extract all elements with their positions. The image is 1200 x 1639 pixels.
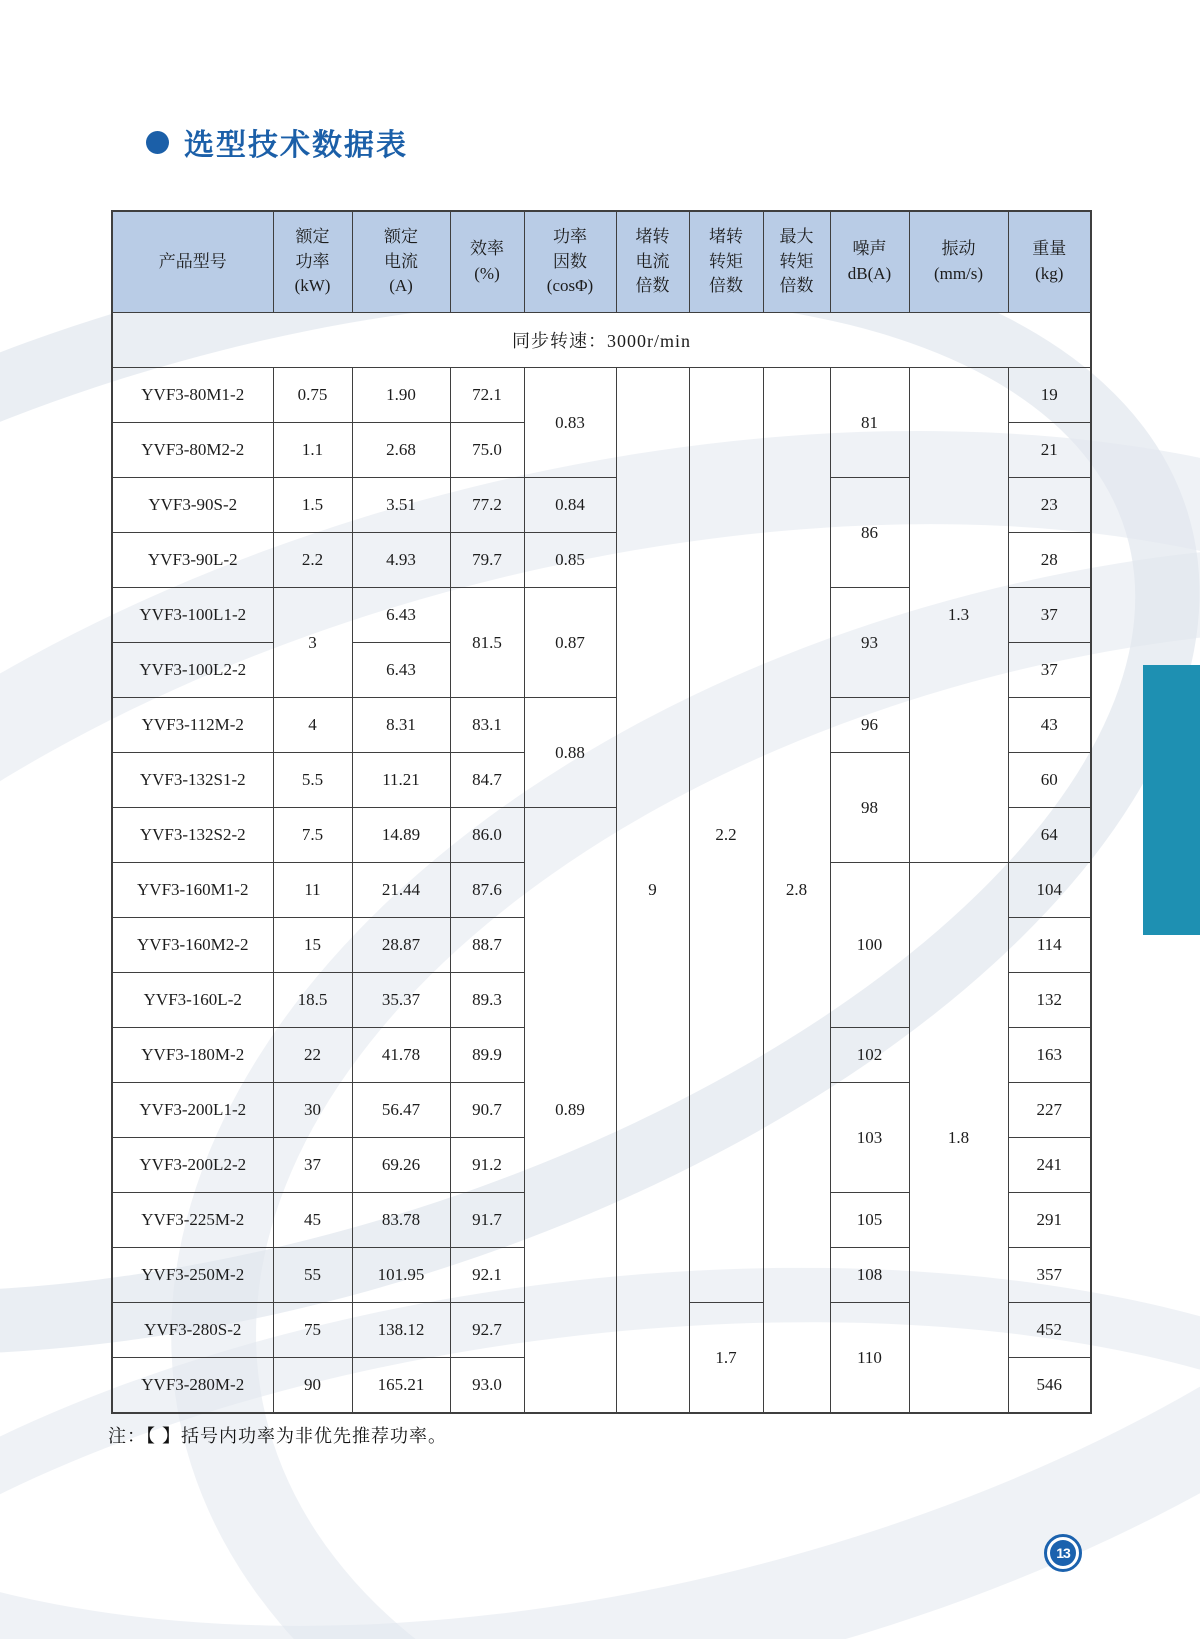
value-cell: 165.21	[352, 1358, 450, 1414]
value-cell: 21	[1008, 423, 1091, 478]
value-cell: 241	[1008, 1138, 1091, 1193]
model-cell: YVF3-132S2-2	[112, 808, 273, 863]
column-header: 额定 功率 (kW)	[273, 211, 352, 313]
value-cell: 91.2	[450, 1138, 524, 1193]
value-cell: 91.7	[450, 1193, 524, 1248]
value-cell: 96	[830, 698, 909, 753]
value-cell: 22	[273, 1028, 352, 1083]
value-cell: 0.75	[273, 368, 352, 423]
value-cell: 89.3	[450, 973, 524, 1028]
value-cell: 110	[830, 1303, 909, 1414]
model-cell: YVF3-200L2-2	[112, 1138, 273, 1193]
value-cell: 21.44	[352, 863, 450, 918]
value-cell: 163	[1008, 1028, 1091, 1083]
value-cell: 7.5	[273, 808, 352, 863]
value-cell: 1.7	[689, 1303, 763, 1414]
value-cell: 2.2	[273, 533, 352, 588]
value-cell: 0.85	[524, 533, 616, 588]
value-cell: 87.6	[450, 863, 524, 918]
page-number: 13	[1056, 1545, 1070, 1561]
section-title	[146, 124, 408, 160]
value-cell: 6.43	[352, 643, 450, 698]
value-cell: 1.8	[909, 863, 1008, 1414]
page-title: 选型技术数据表	[184, 129, 408, 162]
value-cell: 81.5	[450, 588, 524, 698]
value-cell: 86.0	[450, 808, 524, 863]
value-cell: 1.3	[909, 368, 1008, 863]
model-cell: YVF3-90S-2	[112, 478, 273, 533]
value-cell: 89.9	[450, 1028, 524, 1083]
value-cell: 0.84	[524, 478, 616, 533]
value-cell: 35.37	[352, 973, 450, 1028]
value-cell: 1.1	[273, 423, 352, 478]
speed-row	[112, 313, 1091, 368]
value-cell: 2.8	[763, 368, 830, 1414]
value-cell: 69.26	[352, 1138, 450, 1193]
value-cell: 102	[830, 1028, 909, 1083]
page-number-inner-circle	[1050, 1540, 1076, 1566]
model-cell: YVF3-112M-2	[112, 698, 273, 753]
value-cell: 4.93	[352, 533, 450, 588]
column-header: 额定 电流 (A)	[352, 211, 450, 313]
value-cell: 104	[1008, 863, 1091, 918]
value-cell: 88.7	[450, 918, 524, 973]
model-cell: YVF3-200L1-2	[112, 1083, 273, 1138]
value-cell: 546	[1008, 1358, 1091, 1414]
value-cell: 90.7	[450, 1083, 524, 1138]
value-cell: 28.87	[352, 918, 450, 973]
model-cell: YVF3-225M-2	[112, 1193, 273, 1248]
value-cell: 11	[273, 863, 352, 918]
value-cell: 77.2	[450, 478, 524, 533]
value-cell: 75.0	[450, 423, 524, 478]
page-number-badge	[1044, 1534, 1082, 1572]
value-cell: 0.87	[524, 588, 616, 698]
column-header: 振动 (mm/s)	[909, 211, 1008, 313]
value-cell: 132	[1008, 973, 1091, 1028]
column-header: 最大 转矩 倍数	[763, 211, 830, 313]
footnote: 注：【 】括号内功率为非优先推荐功率。	[108, 1426, 447, 1446]
value-cell: 3.51	[352, 478, 450, 533]
value-cell: 291	[1008, 1193, 1091, 1248]
model-cell: YVF3-280S-2	[112, 1303, 273, 1358]
value-cell: 227	[1008, 1083, 1091, 1138]
column-header: 噪声 dB(A)	[830, 211, 909, 313]
value-cell: 56.47	[352, 1083, 450, 1138]
model-cell: YVF3-80M1-2	[112, 368, 273, 423]
value-cell: 86	[830, 478, 909, 588]
value-cell: 37	[1008, 588, 1091, 643]
value-cell: 79.7	[450, 533, 524, 588]
value-cell: 101.95	[352, 1248, 450, 1303]
value-cell: 1.90	[352, 368, 450, 423]
value-cell: 41.78	[352, 1028, 450, 1083]
value-cell: 45	[273, 1193, 352, 1248]
value-cell: 357	[1008, 1248, 1091, 1303]
model-cell: YVF3-90L-2	[112, 533, 273, 588]
column-header: 堵转 转矩 倍数	[689, 211, 763, 313]
value-cell: 114	[1008, 918, 1091, 973]
value-cell: 4	[273, 698, 352, 753]
value-cell: 6.43	[352, 588, 450, 643]
value-cell: 37	[1008, 643, 1091, 698]
value-cell: 64	[1008, 808, 1091, 863]
value-cell: 60	[1008, 753, 1091, 808]
value-cell: 81	[830, 368, 909, 478]
model-cell: YVF3-132S1-2	[112, 753, 273, 808]
value-cell: 75	[273, 1303, 352, 1358]
value-cell: 3	[273, 588, 352, 698]
value-cell: 30	[273, 1083, 352, 1138]
value-cell: 0.89	[524, 808, 616, 1414]
value-cell: 18.5	[273, 973, 352, 1028]
model-cell: YVF3-280M-2	[112, 1358, 273, 1414]
value-cell: 84.7	[450, 753, 524, 808]
value-cell: 14.89	[352, 808, 450, 863]
bullet-icon	[146, 131, 169, 154]
value-cell: 92.1	[450, 1248, 524, 1303]
value-cell: 83.78	[352, 1193, 450, 1248]
value-cell: 2.2	[689, 368, 763, 1303]
value-cell: 83.1	[450, 698, 524, 753]
column-header: 功率 因数 (cosΦ)	[524, 211, 616, 313]
value-cell: 98	[830, 753, 909, 863]
value-cell: 15	[273, 918, 352, 973]
value-cell: 9	[616, 368, 689, 1414]
value-cell: 28	[1008, 533, 1091, 588]
value-cell: 11.21	[352, 753, 450, 808]
value-cell: 105	[830, 1193, 909, 1248]
selection-data-table	[111, 210, 1092, 1414]
value-cell: 2.68	[352, 423, 450, 478]
sync-speed-cell: 同步转速：3000r/min	[112, 313, 1091, 368]
value-cell: 19	[1008, 368, 1091, 423]
value-cell: 93	[830, 588, 909, 698]
model-cell: YVF3-250M-2	[112, 1248, 273, 1303]
value-cell: 8.31	[352, 698, 450, 753]
column-header: 效率 (%)	[450, 211, 524, 313]
table-header-row	[112, 211, 1091, 313]
value-cell: 72.1	[450, 368, 524, 423]
value-cell: 37	[273, 1138, 352, 1193]
value-cell: 108	[830, 1248, 909, 1303]
value-cell: 0.88	[524, 698, 616, 808]
model-cell: YVF3-100L2-2	[112, 643, 273, 698]
table-row	[112, 368, 1091, 423]
value-cell: 92.7	[450, 1303, 524, 1358]
value-cell: 1.5	[273, 478, 352, 533]
column-header: 重量 (kg)	[1008, 211, 1091, 313]
teal-edge-bar	[1143, 665, 1200, 935]
model-cell: YVF3-160L-2	[112, 973, 273, 1028]
value-cell: 90	[273, 1358, 352, 1414]
model-cell: YVF3-80M2-2	[112, 423, 273, 478]
value-cell: 93.0	[450, 1358, 524, 1414]
value-cell: 0.83	[524, 368, 616, 478]
column-header: 堵转 电流 倍数	[616, 211, 689, 313]
value-cell: 23	[1008, 478, 1091, 533]
value-cell: 138.12	[352, 1303, 450, 1358]
model-cell: YVF3-160M1-2	[112, 863, 273, 918]
value-cell: 452	[1008, 1303, 1091, 1358]
value-cell: 5.5	[273, 753, 352, 808]
model-cell: YVF3-100L1-2	[112, 588, 273, 643]
value-cell: 55	[273, 1248, 352, 1303]
column-header: 产品型号	[112, 211, 273, 313]
model-cell: YVF3-160M2-2	[112, 918, 273, 973]
value-cell: 103	[830, 1083, 909, 1193]
model-cell: YVF3-180M-2	[112, 1028, 273, 1083]
value-cell: 43	[1008, 698, 1091, 753]
value-cell: 100	[830, 863, 909, 1028]
